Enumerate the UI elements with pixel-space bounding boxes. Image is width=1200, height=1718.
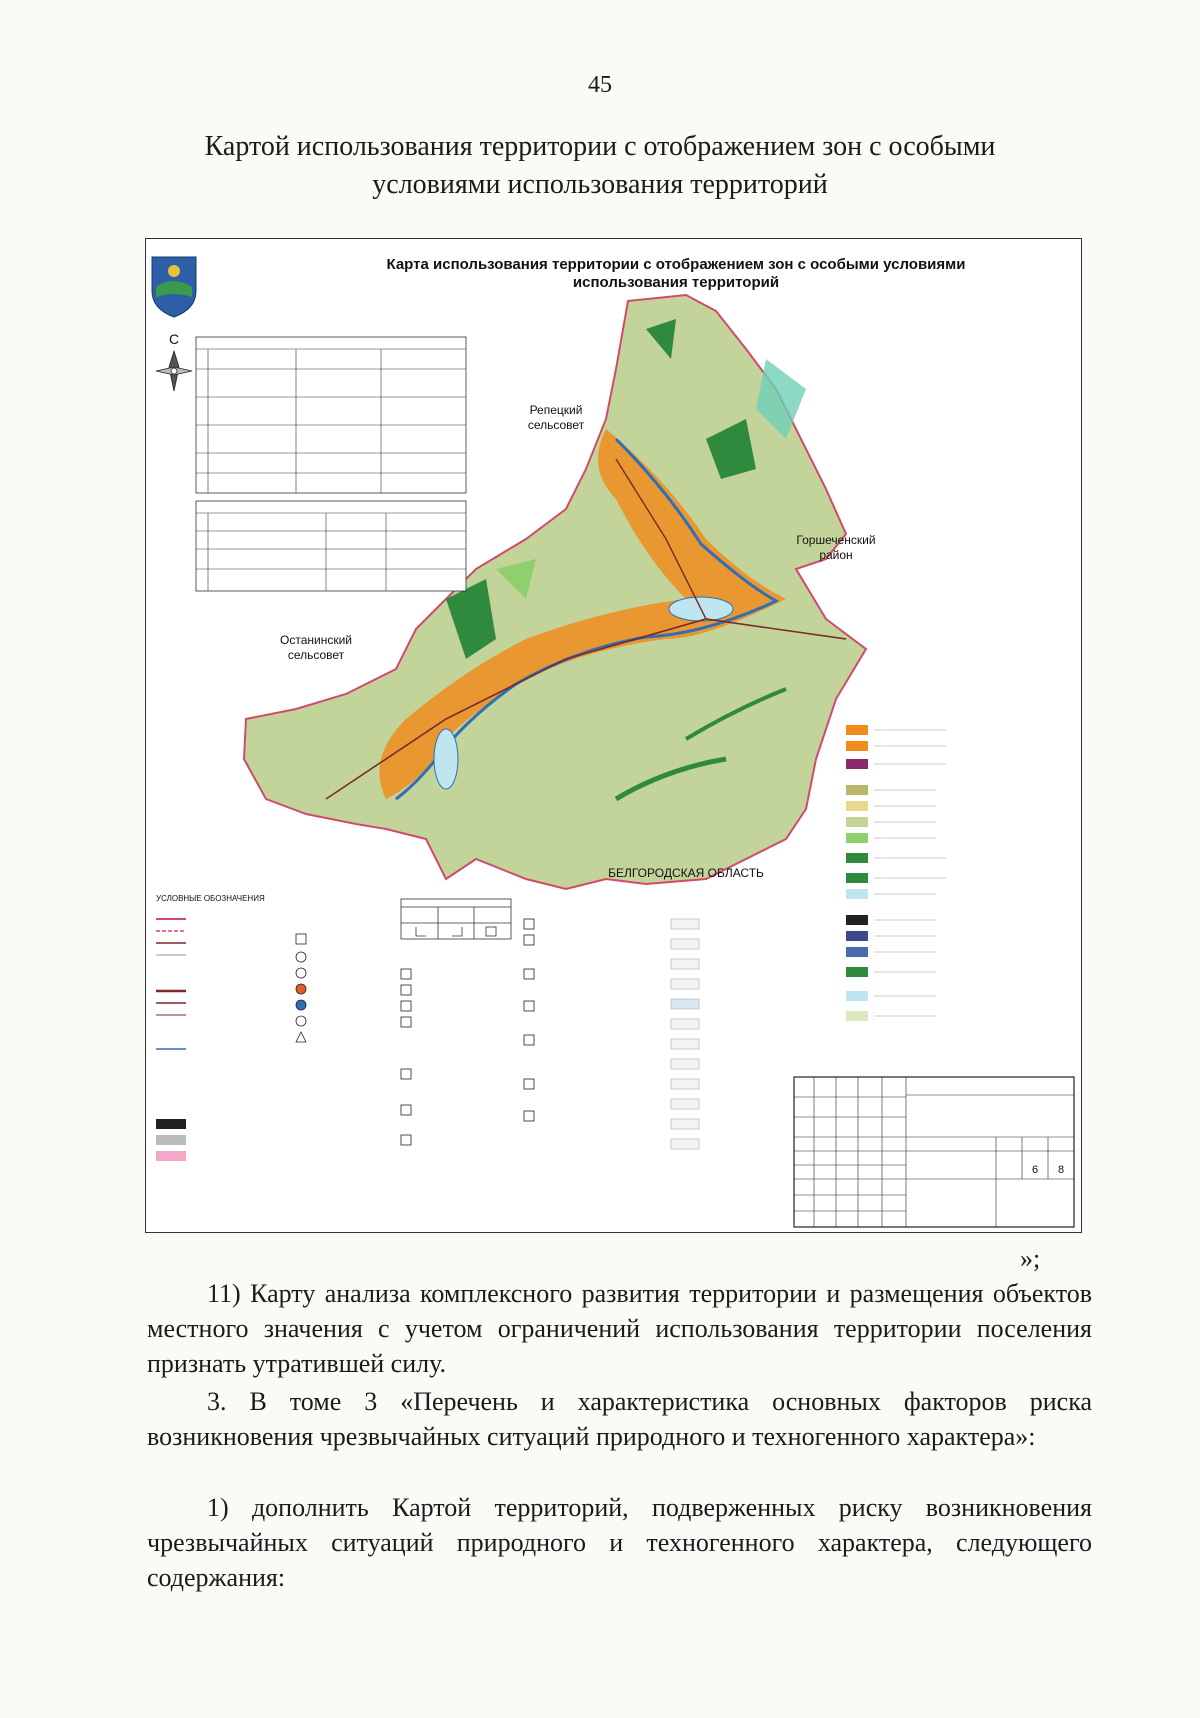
land-use-map	[145, 238, 1082, 1233]
engineering-icons	[296, 934, 306, 1042]
page-number: 45	[588, 72, 612, 98]
north-label: С	[168, 331, 180, 347]
label-repetsky-line-1: Репецкий	[529, 403, 583, 417]
map-title-line-1: Карта использования территории с отображением зон с особыми условиями	[386, 256, 966, 273]
closing-quote: »;	[1020, 1244, 1041, 1273]
paragraph-item-11: 11) Карту анализа комплексного развития территории и размещения объектов местного значения с учетом ограничений использования территории поселения признать утратившей силу.	[147, 1279, 1092, 1378]
label-ostaninsky-line-2: сельсовет	[287, 648, 345, 662]
title-block-stamp	[794, 1077, 1074, 1227]
coat-of-arms-icon	[152, 257, 196, 317]
document-title	[150, 128, 1050, 204]
label-belgorod-oblast: БЕЛГОРОДСКАЯ ОБЛАСТЬ	[608, 866, 764, 880]
service-icons	[401, 919, 534, 1145]
pond	[434, 729, 458, 789]
objects-table	[196, 337, 466, 591]
label-repetsky-line-2: сельсовет	[527, 418, 585, 432]
map-svg	[146, 239, 1081, 1232]
label-gorshechensky-line-1: Горшеченский	[796, 533, 876, 547]
document-title-line-2: условиями использования территорий	[372, 169, 828, 200]
zone-type-table	[401, 899, 511, 939]
document-title-line-1: Картой использования территории с отображением зон с особыми	[204, 131, 996, 162]
legend-heading: УСЛОВНЫЕ ОБОЗНАЧЕНИЯ	[156, 894, 265, 903]
map-title-line-2: использования территорий	[572, 274, 780, 291]
territory-legend	[846, 725, 946, 1021]
lines-legend	[156, 919, 186, 1161]
stamp-sheet-number: 6	[1031, 1164, 1039, 1176]
stamp-total-sheets: 8	[1057, 1164, 1065, 1176]
label-gorshechensky-line-2: район	[819, 548, 853, 562]
restriction-zones-legend	[671, 919, 699, 1149]
paragraph-item-1: 1) дополнить Картой территорий, подверженных риску возникновения чрезвычайных ситуаций природного и техногенного характера, следующего содержания:	[147, 1493, 1092, 1592]
paragraph-section-3: 3. В томе 3 «Перечень и характеристика основных факторов риска возникновения чрезвычайных ситуаций природного и техногенного характера»:	[147, 1387, 1092, 1451]
compass-rose-icon	[156, 351, 192, 391]
label-ostaninsky-line-1: Останинский	[280, 633, 352, 647]
